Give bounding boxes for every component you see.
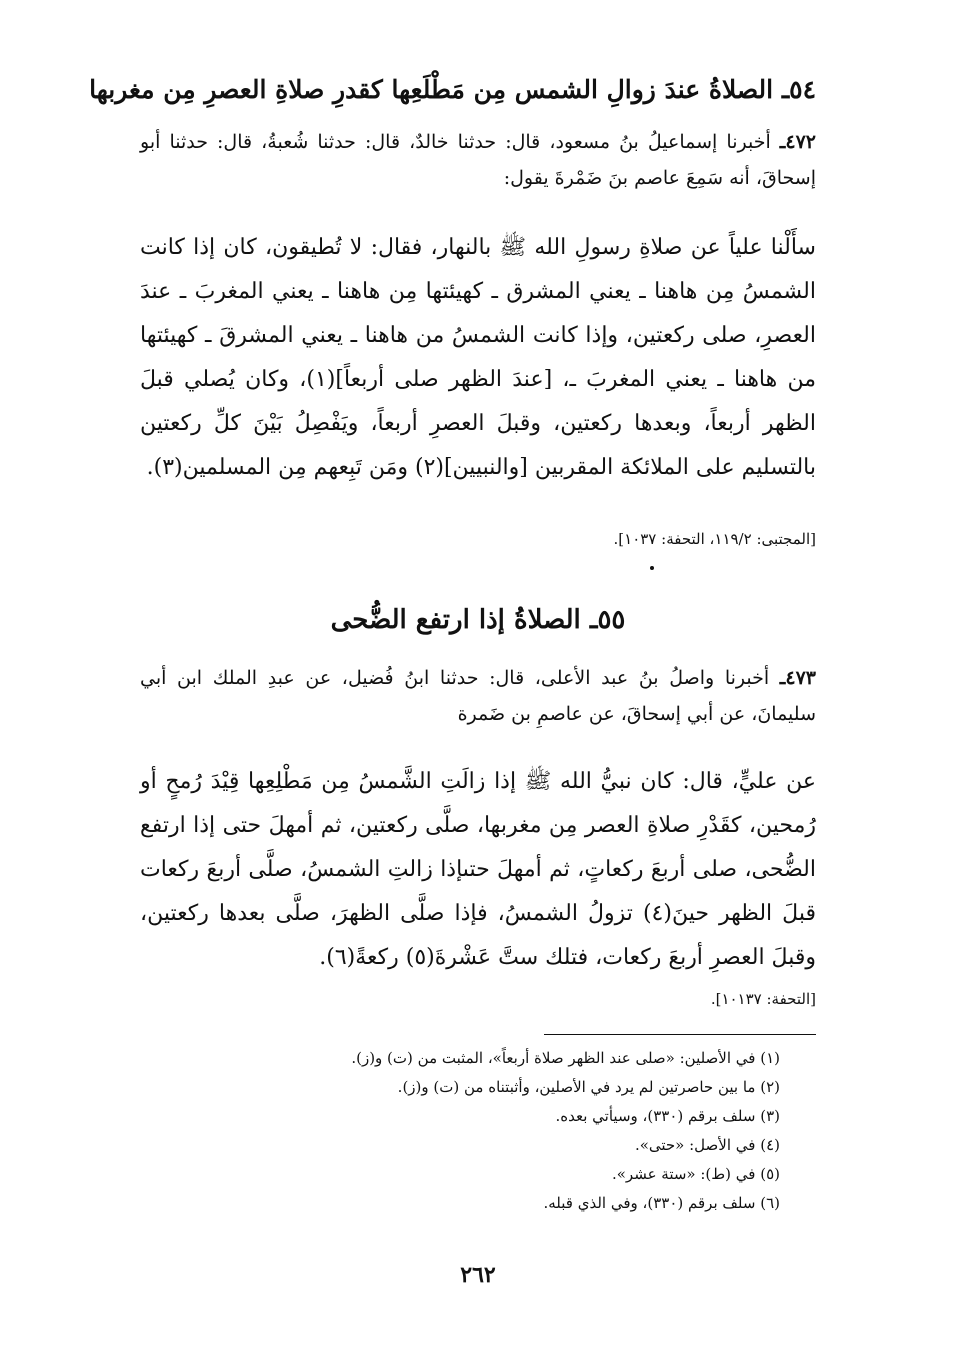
footnote: (٤) في الأصل: «حتى». (634, 1136, 780, 1154)
footnotes (180, 1044, 780, 1218)
page-number: ٢٦٢ (460, 1262, 496, 1288)
footnote: (١) في الأصلين: «صلى عند الظهر صلاة أربعاً»، المثبت من (ت) و(ز). (351, 1049, 780, 1067)
hadith-472-reference: [المجتبى: ١١٩/٢، التحفة: ١٠٣٧]. (613, 530, 816, 548)
hadith-472-isnad (140, 124, 816, 196)
section-55-heading: ٥٥ـ الصلاةُ إذا ارتفع الضُّحى (330, 605, 626, 635)
hadith-472-number: ٤٧٢ـ (779, 131, 816, 153)
hadith-473-number: ٤٧٣ـ (779, 667, 816, 689)
hadith-473-isnad (140, 660, 816, 732)
footnote-rule (544, 1034, 816, 1035)
footnote: (٢) ما بين حاصرتين لم يرد في الأصلين، وأثبتناه من (ت) و(ز). (397, 1078, 780, 1096)
hadith-473-isnad-text: أخبرنا واصلُ بنُ عبد الأعلى، قال: حدثنا ابنُ فُضيل، عن عبدِ الملك ابن أبي سليمانَ، عن أبي إسحاقَ، عن عاصمِ بن ضَمرة (140, 667, 816, 725)
hadith-473-reference: [التحفة: ١٠١٣٧]. (710, 990, 816, 1008)
footnote: (٥) في (ط): «ستة عشر». (611, 1165, 780, 1183)
separator-dot (650, 566, 654, 570)
footnote: (٣) سلف برقم (٣٣٠)، وسيأتي بعده. (555, 1107, 780, 1125)
hadith-473-text: عن عليٍّ، قال: كان نبيُّ الله ﷺ إذا زالَتِ الشَّمسُ مِن مَطْلِعِها قِيْدَ رُمحٍ أو رُمحين، كقَدْرِ صلاةِ العصر مِن مغربها، صلَّى ركعتين، ثم أمهلَ حتى إذا ارتفع الضُّحى، صلى أربعَ ركعاتٍ، ثم أمهلَ حتىإذا زالتِ الشمسُ، صلَّى أربعَ ركعات قبلَ الظهر حينَ(٤) تزولُ الشمسُ، فإذا صلَّى الظهرَ، صلَّى بعدها ركعتين، وقبلَ العصرِ أربعَ ركعات، فتلك ستَّ عَشْرةَ(٥) ركعةً(٦). (140, 769, 816, 970)
hadith-472-text: سأَلْنا علياً عن صلاةِ رسولِ الله ﷺ بالنهار، فقال: لا تُطيقون، كان إذا كانت الشمسُ مِن هاهنا ـ يعني المشرق ـ كهيئتها مِن هاهنا ـ يعني المغربَ ـ عندَ العصرِ، صلى ركعتين، وإذا كانت الشمسُ من هاهنا ـ يعني المشرقَ ـ كهيئتها من هاهنا ـ يعني المغربَ ـ، [عندَ الظهر صلى أربعاً](١)، وكان يُصلي قبلَ الظهر أربعاً، وبعدها ركعتين، وقبلَ العصرِ أربعاً، ويَفْصِلُ بَيْنَ كلِّ ركعتين بالتسليم على الملائكة المقربين [والنبيين](٢) ومَن تَبِعهم مِن المسلمين(٣). (140, 235, 816, 480)
hadith-472-isnad-text: أخبرنا إسماعيلُ بنُ مسعود، قال: حدثنا خالدٌ، قال: حدثنا شُعبةُ، قال: حدثنا أبو إسحاقَ، أنه سَمِعَ عاصم بنَ ضَمْرةَ يقول: (140, 131, 816, 189)
footnote: (٦) سلف برقم (٣٣٠)، وفي الذي قبله. (543, 1194, 780, 1212)
section-54-heading: ٥٤ـ الصلاةُ عندَ زوالِ الشمس مِن مَطْلَعِها كقدرِ صلاةِ العصرِ مِن مغربها (89, 75, 816, 104)
